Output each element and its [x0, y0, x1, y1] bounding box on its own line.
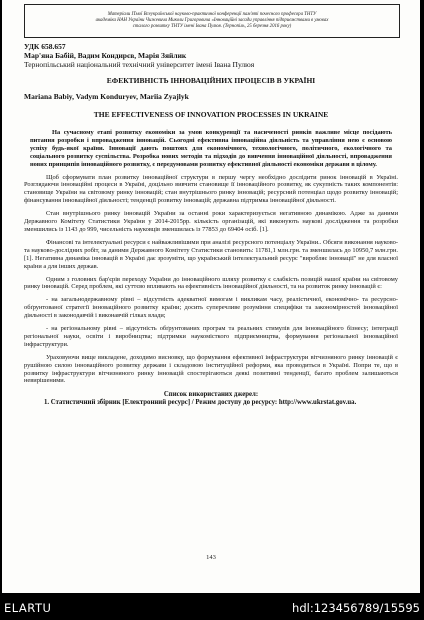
authors-en: Mariana Babiy, Vadym Konduryev, Mariia Zyajlyk [24, 92, 189, 101]
authors-ua: Мар'яна Бабій, Вадим Кондирєв, Марія Зяйлик [24, 51, 187, 60]
conference-header [24, 4, 400, 38]
repository-name: ELARTU [4, 601, 52, 615]
references-title: Список використаних джерел: [163, 391, 259, 399]
paragraph: Щоб сформувати план розвитку інноваційної структури в першу чергу необхідно дослідити ринок інновацій в Україні. Розглядаючи інноваційні процеси в Україні, доцільно вивчити становище її інноваційного розвитку, як сукупність таких компонентів: становище України на світовому ринку інновацій; стан внутрішнього ринку інновацій; ресурсний потенціал щодо розвитку інновацій; фінансування інноваційної діяльності; тенденції розвитку інновацій; державна підтримка інноваційної діяльності. [24, 173, 398, 205]
affiliation: Тернопільський національний технічний університет імені Івана Пулюя [24, 60, 255, 69]
handle-id: hdl:123456789/15595 [292, 601, 420, 615]
paragraph: Одним з головних бар'єрів переходу України до інноваційного шляху розвитку є слабкість позицій нашої країни на світовому ринку інновацій. Серед проблем, які суттєво впливають на ефективність інноваційної діяльності, та на розвиток ринку інновацій є: [24, 275, 398, 291]
title-en: THE EFFECTIVENESS OF INNOVATION PROCESSES IN UKRAINE [93, 110, 329, 119]
paragraph: - на загальнодержавному рівні – відсутність адекватної вимогам і викликам часу, реалістичної, економічно- та ресурсно-обґрунтованої стратегії інноваційного розвитку країни; досить суперечливе розуміння специфіки та закономірностей інноваційної діяльності в законодавчій і виконавчій гілках влади; [24, 296, 398, 320]
header-line-2: академіка НАН України Чижевича Миколи Григоровича «Інноваційні засади управління підприємствами в умовах [95, 17, 329, 23]
abstract: На сучасному етапі розвитку економіки за умов конкуренції та насиченості ринків важливе місце посідають питання розробки і впровадження інновацій. Сьогодні ефективна інноваційна діяльність та управління нею є основою успіху будь-якої країни. Інновації дають поштовх для економічного, технологічного, політичного, екологічного та соціального розвитку суспільства. Розробка нових методів та підходів до вивчення інноваційної діяльності, впровадження нових принципів інноваційного розвитку, є передумовами розвитку ефективної діяльності економіки держави в цілому. [30, 129, 392, 168]
header-line-1: Матеріали ІТмої Всеукраїнської науково-практичної конференції пам'яті почесного професора ТНТУ [107, 11, 317, 17]
page-number: 143 [206, 554, 216, 561]
paragraph: Стан внутрішнього ринку інновацій України за останні роки характеризується негативною динамікою. Адже за даними Державного Комітету Статистики України у 2014-2015рр. кількість організацій, які виконують наукові дослідження та розробки зменшились із 1143 до 999, чисельність науковців зменшилась із 77853 до 69404 осіб. [1]. [24, 210, 398, 233]
repository-footer [0, 593, 424, 620]
udk-code: УДК 658.657 [24, 42, 66, 51]
header-line-3: сталого розвитку ТНТУ імені Івана Пулюя. (Тернопіль, 25 березня 2016 року) [132, 24, 292, 30]
title-ua: ЕФЕКТИВНІСТЬ ІННОВАЦІЙНИХ ПРОЦЕСІВ В УКРАЇНІ [106, 76, 316, 85]
document-page [2, 0, 420, 593]
paragraph: Фінансові та інтелектуальні ресурси є найважливішими при аналізі ресурсного потенціалу України.. Обсяги виконання науково- та науково-дослідних робіт, за даними Державного Комітету Статистики становить: 11781,1 млн.грн. та зменшилась до 10950,7 млн.грн. [1]. Негативна динаміка інновацій в Україні дає зрозуміти, що український інтелектуальний ресурс "виробляє інновації" не для власної країни а для інших держав. [24, 238, 398, 270]
paper-content [24, 42, 398, 407]
paragraph: Ураховуючи вище викладене, доходимо висновку, що формування ефективної інфраструктури вітчизняного ринку інновацій є рушійною силою інноваційного розвитку держави і складовою інституційної реформи, яка проводиться в Україні. Попри те, що в розвитку інфраструктури вітчизняного ринку інновацій спостерігаються деякі позитивні тенденції, багато проблем залишаються невирішеними. [24, 353, 398, 385]
paragraph: - на регіональному рівні – відсутність обґрунтованих програм та реальних стимулів для інноваційного бізнесу; інтеграції регіональної науки, освіти і виробництва; підтримки наукомісткого підприємництва, формування регіональної інноваційної інфраструктури. [24, 325, 398, 348]
reference-item: 1. Статистичний збірник [Електронний ресурс] / Режим доступу до ресурсу: http://www.ukrstat.gov.ua. [44, 399, 357, 407]
